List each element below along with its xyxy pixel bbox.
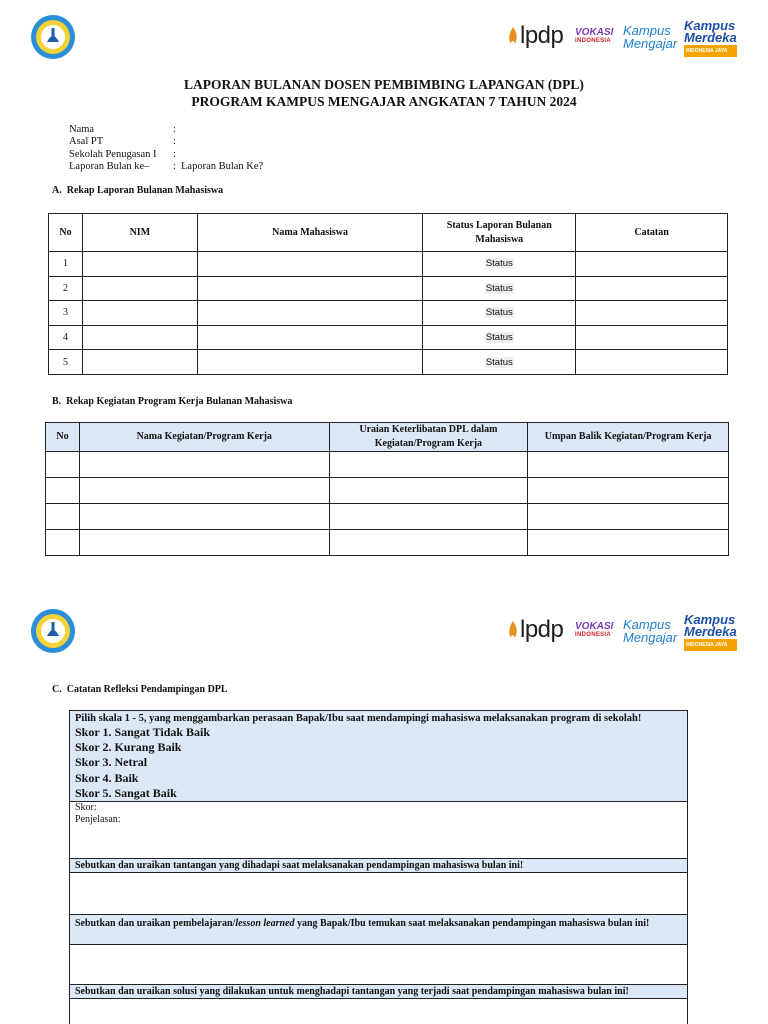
report-title-line2: PROGRAM KAMPUS MENGAJAR ANGKATAN 7 TAHUN 2024 [191,94,577,109]
info-row-laporan-bulan [69,161,263,173]
col-header-no: No [49,214,83,252]
kampus-merdeka-line1: Kampus [684,612,736,627]
cell[interactable] [329,478,528,504]
question-text: Sebutkan dan uraikan pembelajaran/ [75,918,236,930]
table-row [46,478,729,504]
scale-cell [70,711,688,802]
cell-nim[interactable] [82,301,197,326]
answer-row [70,873,688,915]
cell[interactable] [528,452,729,478]
table-header-row [46,423,729,452]
cell-nama[interactable] [197,325,423,350]
vokasi-logo [575,28,613,46]
lpdp-flame-icon [508,27,518,45]
question-lesson-learned [70,915,688,945]
question-text-italic: lesson learned [235,918,295,930]
info-label: Asal PT [69,136,104,148]
cell[interactable] [528,530,729,556]
cell-nim[interactable] [82,276,197,301]
info-row-asal-pt [69,136,263,148]
col-header-catatan: Catatan [576,214,728,252]
info-row-sekolah [69,149,263,161]
lpdp-flame-icon [508,621,518,639]
score-option: Skor 5. Sangat Baik [75,785,177,800]
cell-catatan[interactable] [576,276,728,301]
cell-no: 3 [49,301,83,326]
tut-wuri-handayani-emblem-icon [30,14,76,60]
kampus-merdeka-sub: INDONESIA JAYA [684,45,737,57]
table-row [46,452,729,478]
vokasi-sub: INDONESIA [575,38,612,44]
cell-status [423,350,576,375]
kampus-mengajar-line2: Mengajar [623,36,678,51]
question-row [70,859,688,873]
score-option: Skor 2. Kurang Baik [75,740,182,755]
cell-nim[interactable] [82,252,197,277]
vokasi-wordmark: VOKASI [575,27,614,38]
cell-status [423,301,576,326]
answer-row [70,802,688,859]
table-rekap-laporan-bulanan [48,213,728,375]
cell-no: 2 [49,276,83,301]
col-header-no: No [46,423,80,452]
info-separator: : [173,124,176,135]
info-label: Nama [69,124,95,135]
cell[interactable] [79,504,329,530]
lpdp-logo [508,24,563,48]
col-header-nim: NIM [82,214,197,252]
vokasi-logo [575,622,613,640]
col-header-uraian-keterlibatan: Uraian Keterlibatan DPL dalam Kegiatan/Program Kerja [329,423,528,452]
scale-row [70,711,688,802]
status-dropdown[interactable]: Status [485,307,513,319]
cell-status [423,252,576,277]
section-c-title: C. Catatan Refleksi Pendampingan DPL [52,684,228,695]
report-title [0,76,768,110]
report-title-line1: LAPORAN BULANAN DOSEN PEMBIMBING LAPANGAN (DPL) [184,77,584,92]
info-row-nama [69,124,263,136]
score-option: Skor 3. Netral [75,755,148,770]
table-header-row [49,214,728,252]
lpdp-wordmark: lpdp [520,616,564,643]
tut-wuri-handayani-emblem-icon [30,608,76,654]
cell[interactable] [79,530,329,556]
question-row [70,985,688,999]
table-catatan-refleksi [69,710,688,1024]
kampus-mengajar-line2: Mengajar [623,630,678,645]
table-row [49,301,728,326]
kampus-mengajar-line1: Kampus [623,23,671,38]
status-dropdown[interactable]: Status [485,332,513,344]
skor-label: Skor: [75,802,97,814]
kampus-merdeka-sub: INDONESIA JAYA [684,639,737,651]
answer-solusi[interactable] [70,999,688,1024]
kampus-mengajar-line1: Kampus [623,617,671,632]
cell[interactable] [46,478,80,504]
kampus-merdeka-line2: Merdeka [684,624,737,639]
col-header-nama-kegiatan: Nama Kegiatan/Program Kerja [79,423,329,452]
cell[interactable] [46,452,80,478]
question-solusi: Sebutkan dan uraikan solusi yang dilakukan untuk menghadapi tantangan yang terjadi saat pendampingan mahasiswa bulan ini! [70,985,688,999]
kampus-merdeka-logo [684,614,737,651]
cell[interactable] [329,530,528,556]
info-separator: : [173,148,176,160]
col-header-umpan-balik: Umpan Balik Kegiatan/Program Kerja [528,423,729,452]
answer-row [70,945,688,985]
table-row [46,504,729,530]
table-row [49,276,728,301]
vokasi-wordmark: VOKASI [575,621,614,632]
kampus-mengajar-logo [623,618,677,644]
cell[interactable] [528,478,729,504]
info-label: Sekolah Penugasan I [69,148,157,160]
laporan-bulan-dropdown[interactable]: Laporan Bulan Ke? [181,160,264,172]
cell-status [423,276,576,301]
logo-bar-page-1 [0,14,768,54]
table-rekap-kegiatan-program-kerja [45,422,729,556]
logo-bar-page-2 [0,608,768,648]
lpdp-logo [508,618,563,642]
cell[interactable] [329,504,528,530]
cell-nama[interactable] [197,252,423,277]
status-dropdown[interactable]: Status [485,282,513,294]
kampus-merdeka-logo [684,20,737,57]
status-dropdown[interactable]: Status [485,258,513,270]
answer-tantangan[interactable] [70,873,688,915]
score-option: Skor 1. Sangat Tidak Baik [75,725,211,739]
section-a-title: A. Rekap Laporan Bulanan Mahasiswa [52,185,224,196]
question-tantangan: Sebutkan dan uraikan tantangan yang dihadapi saat melaksanakan pendampingan mahasiswa bulan ini! [70,859,688,873]
cell-no: 4 [49,325,83,350]
cell-nama[interactable] [197,350,423,375]
kampus-merdeka-line1: Kampus [684,18,736,33]
info-separator: : [173,136,176,148]
scale-intro: Pilih skala 1 - 5, yang menggambarkan perasaan Bapak/Ibu saat mendampingi mahasiswa melaksanakan program di sekolah! [75,713,642,724]
col-header-nama-mahasiswa: Nama Mahasiswa [197,214,423,252]
table-row [46,530,729,556]
col-header-status-laporan: Status Laporan Bulanan Mahasiswa [423,214,576,252]
cell-catatan[interactable] [576,325,728,350]
answer-lesson-learned[interactable] [70,945,688,985]
cell-no: 5 [49,350,83,375]
table-row [49,252,728,277]
cell[interactable] [46,504,80,530]
cell-status [423,325,576,350]
cell-nim[interactable] [82,350,197,375]
question-row [70,915,688,945]
cell[interactable] [528,504,729,530]
lpdp-wordmark: lpdp [520,22,564,49]
info-label: Laporan Bulan ke– [69,160,150,172]
answer-row [70,999,688,1024]
section-b-title: B. Rekap Kegiatan Program Kerja Bulanan Mahasiswa [52,396,293,407]
cell[interactable] [329,452,528,478]
cell[interactable] [46,530,80,556]
question-text: yang Bapak/Ibu temukan saat melaksanakan pendampingan mahasiswa bulan ini! [294,918,650,930]
skor-answer-cell[interactable] [70,802,688,859]
cell-catatan[interactable] [576,350,728,375]
table-row [49,325,728,350]
identity-info [69,124,263,173]
cell-nim[interactable] [82,325,197,350]
cell-nama[interactable] [197,301,423,326]
kampus-mengajar-logo [623,24,677,50]
score-option: Skor 4. Baik [75,770,139,785]
kampus-merdeka-line2: Merdeka [684,30,737,45]
cell-nama[interactable] [197,276,423,301]
status-dropdown[interactable]: Status [485,356,513,368]
cell-catatan[interactable] [576,301,728,326]
vokasi-sub: INDONESIA [575,632,612,638]
table-row [49,350,728,375]
info-separator: : [173,160,176,172]
cell[interactable] [79,478,329,504]
penjelasan-label: Penjelasan: [75,814,121,826]
cell-catatan[interactable] [576,252,728,277]
cell[interactable] [79,452,329,478]
cell-no: 1 [49,252,83,277]
